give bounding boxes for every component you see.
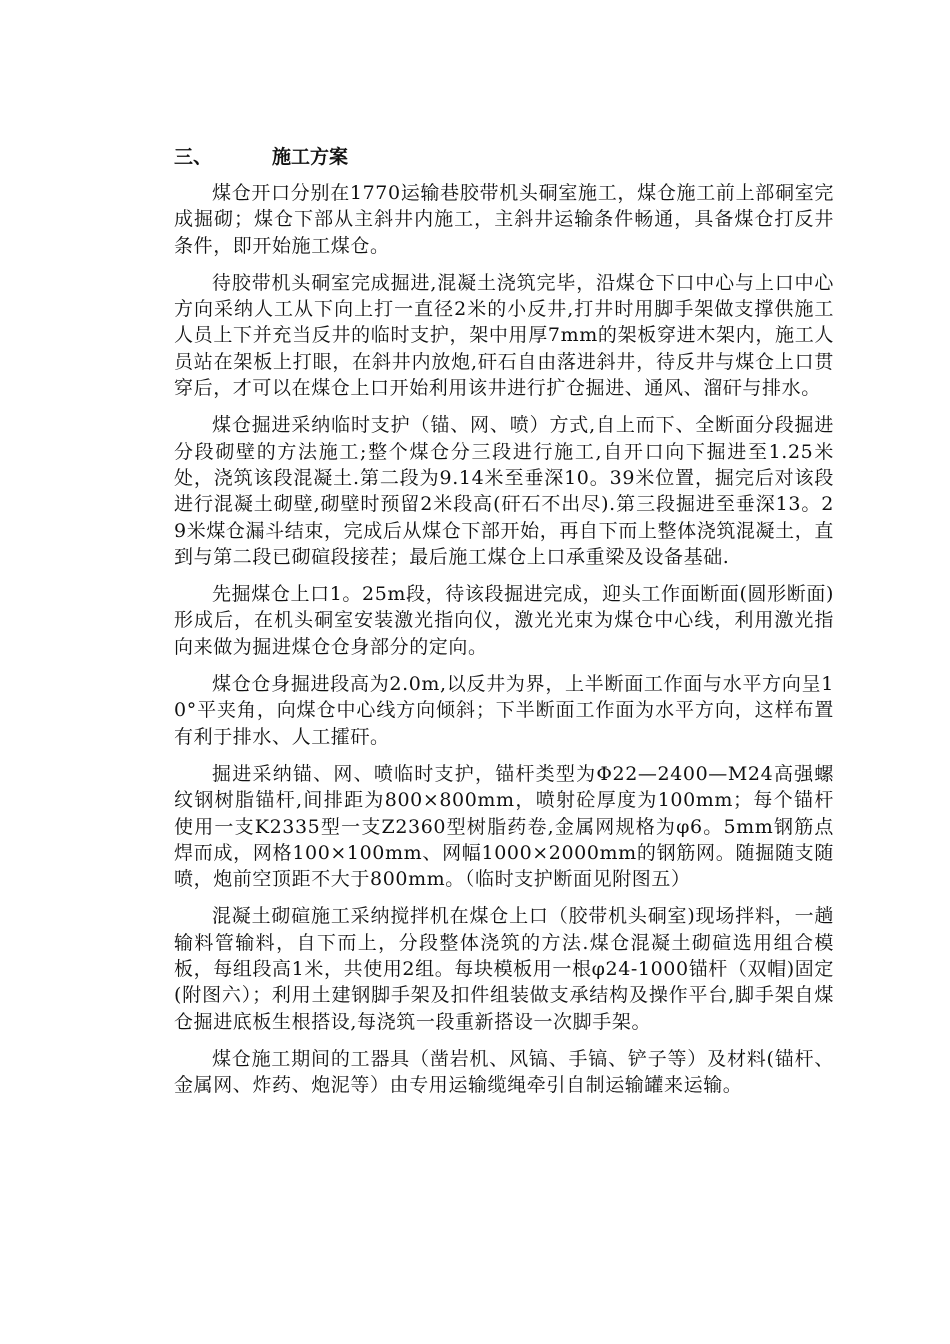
section-number: 三、 — [174, 146, 213, 168]
paragraph-raise-shaft: 待胶带机头硐室完成掘进,混凝土浇筑完毕，沿煤仓下口中心与上口中心方向采纳人工从下向上打一直径2米的小反井,打井时用脚手架做支撑供施工人员上下并充当反井的临时支护，架中用厚7mm的架板穿进木架内，施工人员站在架板上打眼，在斜井内放炮,矸石自由落进斜井，待反井与煤仓上口贯穿后，才可以在煤仓上口开始利用该井进行扩仓掘进、通风、溜矸与排水。 — [174, 271, 834, 400]
paragraph-tools-materials: 煤仓施工期间的工器具（凿岩机、风镐、手镐、铲子等）及材料(锚杆、金属网、炸药、炮泥等）由专用运输缆绳牵引自制运输罐来运输。 — [174, 1047, 834, 1097]
section-heading — [174, 143, 348, 171]
paragraph-concrete-lining: 混凝土砌碹施工采纳搅拌机在煤仓上口（胶带机头硐室)现场拌料，一趟输料管输料，自下而上，分段整体浇筑的方法.煤仓混凝土砌碹选用组合模板，每组段高1米，共使用2组。每块模板用一根φ24-1000锚杆（双帽)固定(附图六）；利用土建钢脚手架及扣件组装做支承结构及操作平台,脚手架自煤仓掘进底板生根搭设,每浇筑一段重新搭设一次脚手架。 — [174, 905, 834, 1033]
paragraph-temporary-support: 掘进采纳锚、网、喷临时支护，锚杆类型为Φ22—2400—M24高强螺纹钢树脂锚杆,间排距为800×800mm，喷射砼厚度为100mm；每个锚杆使用一支K2335型一支Z2360型树脂药卷,金属网规格为φ6。5mm钢筋点焊而成，网格100×100mm、网幅1000×2000mm的钢筋网。随掘随支随喷，炮前空顶距不大于800mm。（临时支护断面见附图五） — [174, 762, 834, 891]
section-title: 施工方案 — [272, 146, 349, 168]
paragraph-section-height: 煤仓仓身掘进段高为2.0m,以反井为界，上半断面工作面与水平方向呈10°平夹角，向煤仓中心线方向倾斜；下半断面工作面为水平方向，这样布置有利于排水、人工攉矸。 — [174, 673, 834, 748]
paragraph-laser-orientation: 先掘煤仓上口1。25m段，待该段掘进完成，迎头工作面断面(圆形断面)形成后，在机头硐室安装激光指向仪，激光光束为煤仓中心线，利用激光指向来做为掘进煤仓仓身部分的定向。 — [174, 583, 834, 658]
paragraph-opening: 煤仓开口分别在1770运输巷胶带机头硐室施工，煤仓施工前上部硐室完成掘砌；煤仓下部从主斜井内施工，主斜井运输条件畅通，具备煤仓打反井条件，即开始施工煤仓。 — [174, 182, 834, 257]
document-body — [174, 180, 834, 1110]
paragraph-excavation-stages: 煤仓掘进采纳临时支护（锚、网、喷）方式,自上而下、全断面分段掘进分段砌壁的方法施工;整个煤仓分三段进行施工,自开口向下掘进至1.25米处，浇筑该段混凝土.第二段为9.14米至垂深10。39米位置，掘完后对该段进行混凝土砌壁,砌壁时预留2米段高(矸石不出尽).第三段掘进至垂深13。29米煤仓漏斗结束，完成后从煤仓下部开始，再自下而上整体浇筑混凝土，直到与第二段已砌碹段接茬；最后施工煤仓上口承重梁及设备基础. — [174, 414, 834, 568]
